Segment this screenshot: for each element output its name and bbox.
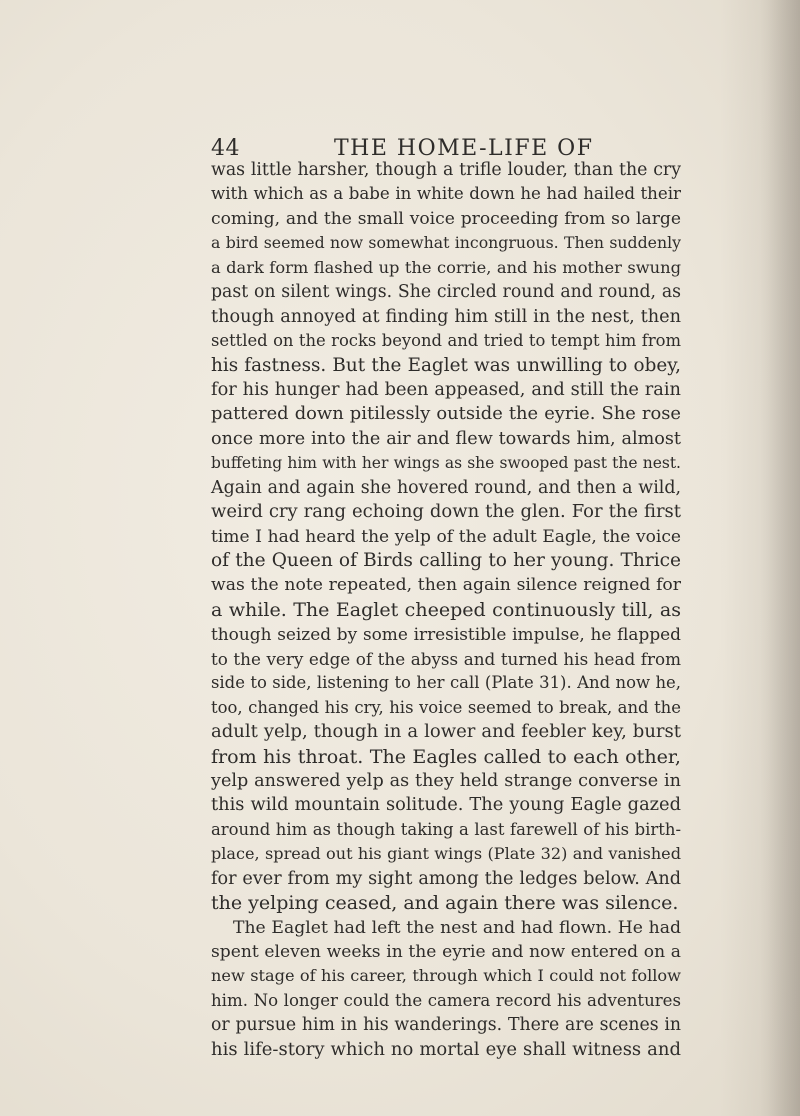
text-line: to the very edge of the abyss and turned his head from (211, 648, 681, 669)
text-line: was the note repeated, then again silence reigned for (211, 575, 681, 596)
text-line: time I had heard the yelp of the adult Eagle, the voice (211, 526, 681, 547)
text-line: side to side, listening to her call (Plate 31). And now he, (211, 673, 681, 693)
text-line: for his hunger had been appeased, and still the rain (211, 379, 681, 400)
text-line: a bird seemed now somewhat incongruous. Then suddenly (211, 233, 681, 253)
body-text (211, 158, 681, 1062)
text-line: buffeting him with her wings as she swooped past the nest. (211, 454, 681, 473)
text-line: yelp answered yelp as they held strange converse in (211, 770, 681, 791)
text-line: with which as a babe in white down he had hailed their (211, 184, 681, 204)
running-head: THE HOME-LIFE OF (334, 136, 594, 161)
text-line: for ever from my sight among the ledges below. And (211, 868, 681, 889)
text-line: him. No longer could the camera record his adventures (211, 990, 681, 1010)
text-line: once more into the air and flew towards him, almost (211, 428, 681, 449)
text-line: new stage of his career, through which I could not follow (211, 966, 681, 986)
text-line: this wild mountain solitude. The young Eagle gazed (211, 794, 681, 816)
text-line: a while. The Eaglet cheeped continuously till, as (211, 598, 681, 621)
text-line: adult yelp, though in a lower and feebler key, burst (211, 721, 681, 743)
text-line: or pursue him in his wanderings. There are scenes in (211, 1015, 681, 1036)
text-line: spent eleven weeks in the eyrie and now entered on a (211, 942, 681, 962)
text-line: too, changed his cry, his voice seemed to break, and the (211, 697, 681, 717)
text-line: of the Queen of Birds calling to her young. Thrice (211, 550, 681, 571)
text-line: coming, and the small voice proceeding from so large (211, 208, 681, 229)
text-line: around him as though taking a last farewell of his birth- (211, 819, 681, 839)
text-line: his life-story which no mortal eye shall witness and (211, 1038, 681, 1060)
text-line: though seized by some irresistible impulse, he flapped (211, 624, 681, 645)
text-line: from his throat. The Eagles called to each other, (211, 744, 681, 768)
text-line: a dark form flashed up the corrie, and his mother swung (211, 257, 681, 277)
text-line: his fastness. But the Eaglet was unwilling to obey, (211, 354, 681, 376)
text-line: the yelping ceased, and again there was silence. (211, 892, 679, 915)
page-edge-shadow (760, 0, 800, 1116)
page-number: 44 (211, 136, 240, 161)
text-line: pattered down pitilessly outside the eyrie. She rose (211, 403, 681, 425)
text-line: though annoyed at finding him still in the nest, then (211, 306, 681, 327)
text-line: place, spread out his giant wings (Plate 32) and vanished (211, 844, 681, 864)
text-line: Again and again she hovered round, and then a wild, (211, 477, 681, 498)
text-line: past on silent wings. She circled round and round, as (211, 282, 681, 303)
text-line: settled on the rocks beyond and tried to tempt him from (211, 331, 681, 351)
text-line: was little harsher, though a trifle louder, than the cry (211, 160, 681, 180)
text-line: weird cry rang echoing down the glen. For the first (211, 501, 681, 523)
text-line: The Eaglet had left the nest and had flown. He had (233, 917, 681, 938)
